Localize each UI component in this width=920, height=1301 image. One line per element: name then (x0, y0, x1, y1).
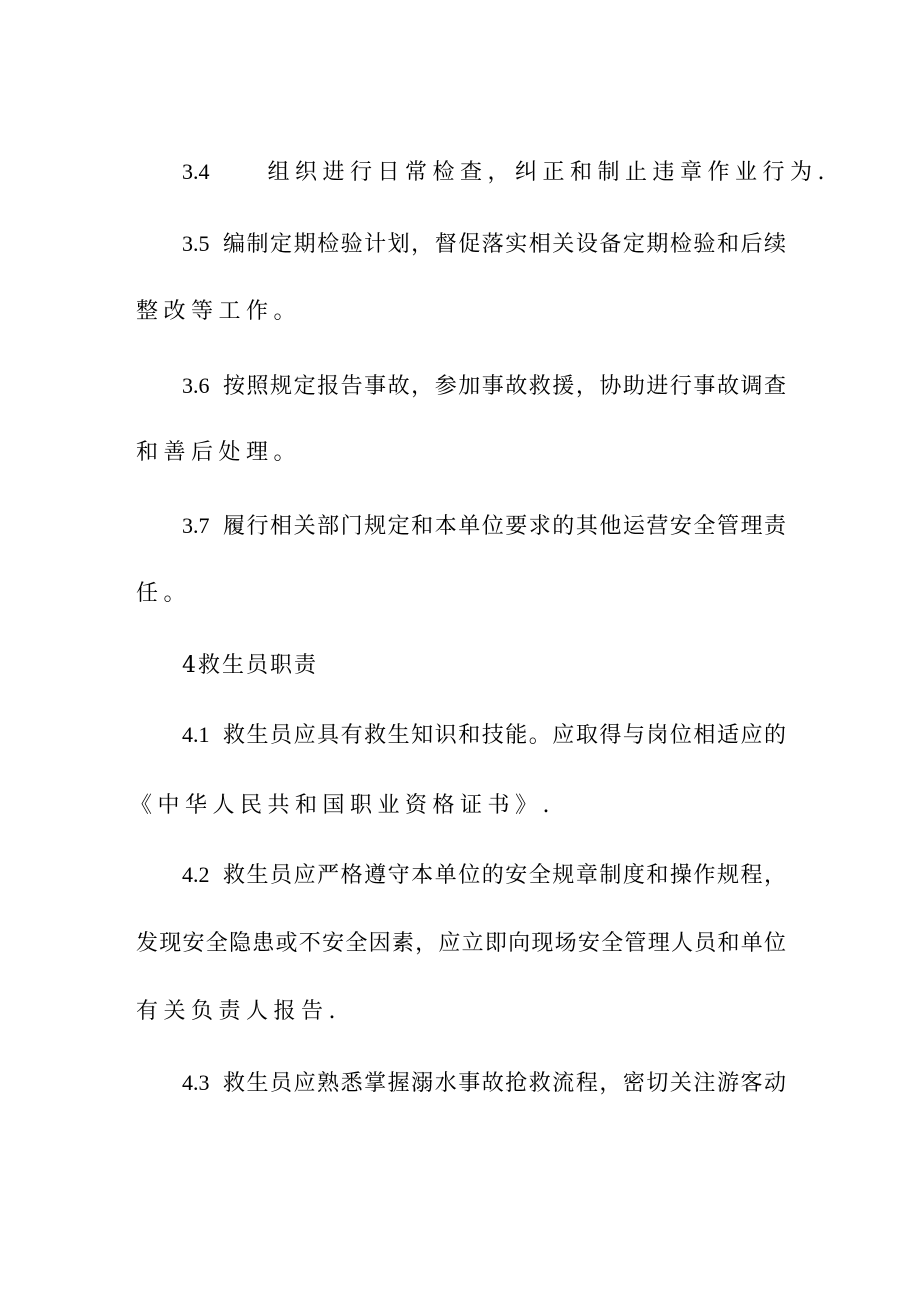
clause-3-6 (182, 371, 786, 401)
clause-number: 3.4 (182, 159, 210, 184)
clause-4-2 (182, 860, 786, 890)
clause-text: 任。 (136, 581, 192, 606)
clause-text: 救生员应熟悉掌握溺水事故抢救流程，密切关注游客动 (221, 1071, 786, 1096)
section-heading-4 (182, 651, 832, 681)
clause-text: 有关负责人报告. (136, 999, 341, 1024)
clause-number: 3.7 (182, 513, 210, 538)
clause-text: 履行相关部门规定和本单位要求的其他运营安全管理责 (221, 514, 786, 539)
clause-3-7 (182, 511, 786, 541)
clause-number: 4.3 (182, 1070, 210, 1095)
clause-3-6-continuation (136, 438, 786, 468)
clause-number: 4.1 (182, 722, 210, 747)
clause-4-1-continuation (130, 791, 780, 821)
clause-3-4 (182, 157, 832, 187)
clause-number: 3.5 (182, 231, 210, 256)
clause-text: 按照规定报告事故，参加事故救援，协助进行事故调查 (221, 374, 786, 399)
clause-text: 编制定期检验计划，督促落实相关设备定期检验和后续 (221, 232, 786, 257)
clause-3-5 (182, 229, 786, 259)
clause-number: 3.6 (182, 373, 210, 398)
section-heading: 4救生员职责 (182, 653, 318, 678)
clause-4-3 (182, 1068, 786, 1098)
clause-number: 4.2 (182, 862, 210, 887)
clause-4-1 (182, 720, 786, 750)
clause-text: 和善后处理。 (136, 440, 302, 465)
clause-text: 《中华人民共和国职业资格证书》. (130, 793, 555, 818)
clause-4-2-continuation-2 (136, 997, 786, 1027)
clause-text: 组织进行日常检查，纠正和制止违章作业行为. (267, 160, 830, 185)
clause-3-7-continuation (136, 579, 786, 609)
clause-text: 救生员应具有救生知识和技能。应取得与岗位相适应的 (221, 723, 786, 748)
clause-text: 救生员应严格遵守本单位的安全规章制度和操作规程， (221, 863, 786, 888)
clause-4-2-continuation-1 (136, 929, 786, 959)
clause-text: 发现安全隐患或不安全因素，应立即向现场安全管理人员和单位 (136, 931, 786, 956)
clause-text: 整改等工作。 (136, 299, 302, 324)
clause-3-5-continuation (136, 297, 786, 327)
